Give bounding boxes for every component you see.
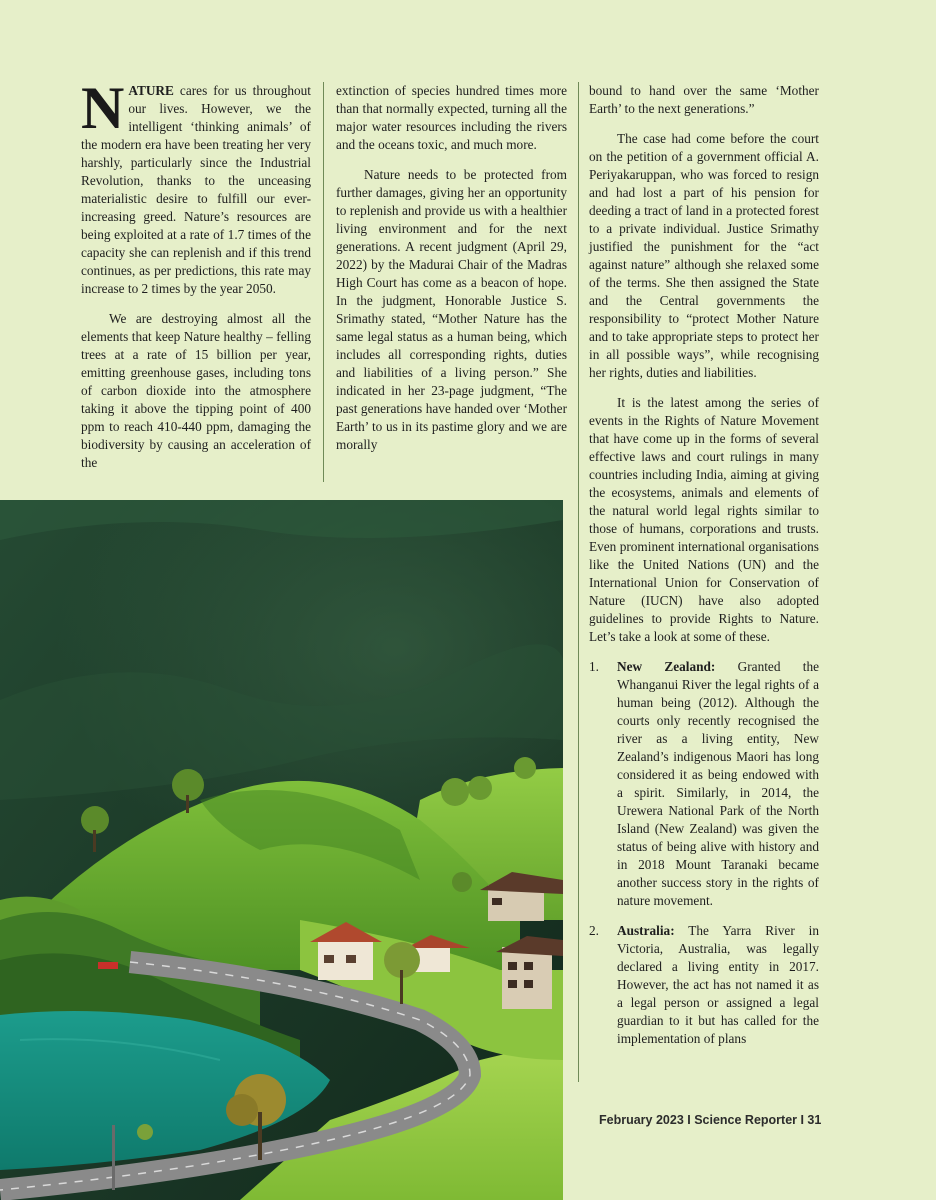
column-divider-1 xyxy=(323,82,324,482)
list-item xyxy=(589,658,819,910)
intro-paragraph xyxy=(81,75,311,298)
drop-cap: N xyxy=(81,75,125,141)
list-item xyxy=(589,922,819,1048)
paragraph: We are destroying almost all the elements that keep Nature healthy – felling trees at a rate of 15 billion per year, emitting greenhouse gases, including tons of carbon dioxide into the atmosphere taking it above the tipping point of 400 ppm to reach 410-440 ppm, damaging the biodiversity by causing an acceleration of the xyxy=(81,311,311,470)
landscape-photo xyxy=(0,500,563,1200)
page-footer: February 2023 I Science Reporter I 31 xyxy=(599,1113,822,1127)
list-item-text: Granted the Whanganui River the legal rights of a human being (2012). Although the courts only recently recognised the river as a living entity, New Zealand’s indigenous Maori has long considered it as being endowed with a spirit. Similarly, in 2014, the Urewera National Park of the North Island (New Zealand) was given the status of being alive with history and in 2018 Mount Taranaki became another success story in the rights of nature movement. xyxy=(617,659,819,908)
country-name: New Zealand: xyxy=(617,659,716,674)
paragraph: Nature needs to be protected from further damages, giving her an opportunity to replenish and provide us with a healthier living environment and for the next generations. A recent judgment (April 29, 2022) by the Madurai Chair of the Madras High Court has come as a beacon of hope. In the judgment, Honorable Justice S. Srimathy stated, “Mother Nature has the same legal status as a human being, which includes all corresponding rights, duties and liabilities of a living person.” She indicated in her 23-page judgment, “The past generations have handed over ‘Mother Earth’ to us in its pastime glory and we are morally xyxy=(336,167,567,452)
article-column-3 xyxy=(589,82,819,1060)
paragraph: It is the latest among the series of events in the Rights of Nature Movement that have come up in the forms of several effective laws and court rulings in many countries including India, aiming at giving the ecosystems, animals and elements of the natural world legal rights similar to those of humans, corporations and trusts. Even prominent international organisations like the United Nations (UN) and the International Union for Conservation of Nature (IUCN) have also adopted guidelines to provide Rights to Nature. Let’s take a look at some of these. xyxy=(589,395,819,644)
paragraph: bound to hand over the same ‘Mother Earth’ to the next generations.” xyxy=(589,83,819,116)
intro-text: cares for us throughout our lives. However, we the intelligent ‘thinking animals’ of the modern era have been treating her very harshly, particularly since the Industrial Revolution, thanks to the unceasing materialistic desire to fulfill our ever-increasing greed. Nature’s resources are being exploited at a rate of 1.7 times of the capacity she can replenish and if this trend continues, as per predictions, this rate may increase to 2 times by the year 2050. xyxy=(81,83,311,296)
article-column-2 xyxy=(336,82,567,466)
list-item-text: The Yarra River in Victoria, Australia, was legally declared a living entity in 2017. However, the act has not named it as a legal person or assigned a legal guardian to it but has called for the implementation of plans xyxy=(617,923,819,1046)
article-column-1 xyxy=(81,75,311,484)
paragraph: extinction of species hundred times more than that normally expected, turning all the major water resources including the rivers and the oceans toxic, and much more. xyxy=(336,83,567,152)
country-name: Australia: xyxy=(617,923,675,938)
paragraph: The case had come before the court on the petition of a government official A. Periyakaruppan, who was forced to resign and had lost a part of his pension for deeding a tract of land in a protected forest to a private individual. Justice Srimathy justified the punishment for the “act against nature” although she relaxed some of the terms. She then assigned the State and the Central governments the responsibility to “protect Mother Nature and to take appropriate steps to protect her in all possible ways”, while recognising her rights, duties and liabilities. xyxy=(589,131,819,380)
list-number: 2. xyxy=(589,923,599,938)
lead-word: ATURE xyxy=(128,83,174,98)
list-number: 1. xyxy=(589,659,599,674)
column-divider-2 xyxy=(578,82,579,1082)
rights-of-nature-list xyxy=(589,658,819,1048)
